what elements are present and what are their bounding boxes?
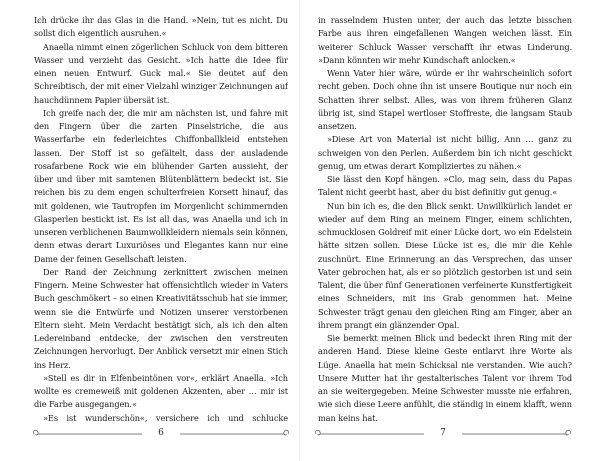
paragraph: »Es ist wunderschön«, versichere ich und schlucke	[43, 412, 288, 423]
paragraph: Sie bemerkt meinen Blick und bedeckt ihren Ring mit der anderen Hand. Diese kleine Geste entlarvt ihre Worte als Lüge. Anaella hat mein Schicksal nie verstanden. Wie auch? Unsere Mutter hat ihr gestalterisches Talent vor ihrem Tod an sie weitergegeben. Meine Schwester musste nie erfahren, wie sich diese Leere anfühlt, die ständig in einem klafft, wenn man keins hat.	[318, 333, 572, 423]
flourish-left-icon	[312, 427, 430, 441]
page-number: 7	[440, 428, 446, 438]
paragraph: Nun bin ich es, die den Blick senkt. Unwillkürlich landet er wieder auf dem Ring an meinem Finger, einem schlichten, schmucklosen Goldreif mit einer Lücke dort, wo ein Edelstein hätte sitzen sollen. Diese Lücke ist es, die mir die Kehle zuschnürt. Eine Erinnerung an das Versprechen, das unser Vater gebrochen hat, als er so plötzlich gestorben ist und sein Talent, die über fünf Generationen verfeinerte Kunstfertigkeit eines Schneiders, mit ins Grab genommen hat. Meine Schwester trägt genau den gleichen Ring am Finger, aber an ihrem prangt ein glänzender Opal.	[318, 200, 572, 330]
paragraph: Anaella nimmt einen zögerlichen Schluck von dem bitteren Wasser und verzieht das Gesicht. »Ich hatte die Idee für einen neuen Entwurf. Guck mal.« Sie deutet auf den Schreibtisch, der mit einer Vielzahl winziger Zeichnungen auf hauchdünnem Papier übersät ist.	[34, 41, 288, 105]
paragraph: Der Rand der Zeichnung zerknittert zwischen meinen Fingern. Meine Schwester hat offensichtlich wieder in Vaters Buch geschmökert – so einen Kreativitätsschub hat sie immer, wenn sie die Entwürfe und Notizen unserer verstorbenen Eltern sieht. Mein Verdacht bestätigt sich, als ich den alten Ledereinband entdecke, der zwischen den verstreuten Zeichnungen hervorlugt. Der Anblick versetzt mir einen Stich ins Herz.	[34, 266, 288, 370]
paragraph: »Diese Art von Material ist nicht billig, Ann … ganz zu schweigen von den Perlen. Außerdem bin ich nicht geschickt genug, um etwas derart Kompliziertes zu nähen.«	[318, 134, 572, 171]
right-page	[318, 14, 572, 424]
left-page	[34, 14, 288, 424]
flourish-left-icon	[30, 427, 148, 441]
right-page-footer	[312, 427, 574, 441]
paragraph: Sie lässt den Kopf hängen. »Clo, mag sein, dass du Papas Talent nicht geerbt hast, aber du bist definitiv gut genug.«	[318, 174, 572, 198]
flourish-right-icon	[456, 427, 574, 441]
paragraph: »Stell es dir in Elfenbeintönen vor«, erklärt Anaella. »Ich wollte es cremeweiß mit goldenen Akzenten, aber … mir ist die Farbe ausgegangen.«	[34, 372, 288, 410]
left-page-footer	[30, 427, 292, 441]
gutter	[299, 0, 300, 461]
flourish-right-icon	[174, 427, 292, 441]
paragraph: Ich drücke ihr das Glas in die Hand. »Nein, tut es nicht. Du sollst dich eigentlich ausruhen.«	[34, 15, 288, 39]
paragraph: in rasselndem Husten unter, der auch das letzte bisschen Farbe aus ihren eingefallenen Wangen weichen lässt. Ein weiterer Schluck Wasser verschafft ihr etwas Linderung. »Dann könnten wir mehr Kundschaft anlocken.«	[318, 15, 572, 65]
paragraph: Ich greife nach der, die mir am nächsten ist, und fahre mit den Fingern über die zarten Pinselstriche, die aus Wasserfarbe ein federleichtes Chiffonballkleid entstehen lassen. Der Stoff ist so gefältelt, dass der ausladende rosafarbene Rock wie ein blühender Garten aussieht, der über und über mit samtenen Blütenblättern bedeckt ist. Sie reichen bis zu dem engen schulterfreien Korsett hinauf, das mit goldenen, wie Tautropfen im Morgenlicht schimmernden Glasperlen bestickt ist. Es ist all das, was Anaella und ich in unseren verblichenen Baumwollkleidern niemals sein können, denn etwas derart Luxuriöses und Elegantes kann nur eine Dame der feinen Gesellschaft leisten.	[34, 107, 288, 264]
page-number: 6	[158, 428, 164, 438]
paragraph: Wenn Vater hier wäre, würde er ihr wahrscheinlich sofort recht geben. Doch ohne ihn ist unsere Boutique nur noch ein Schatten ihrer selbst. Alles, was von ihrem früheren Glanz übrig ist, sind Stapel wertloser Stoffreste, die langsam Staub ansetzen.	[318, 68, 572, 131]
